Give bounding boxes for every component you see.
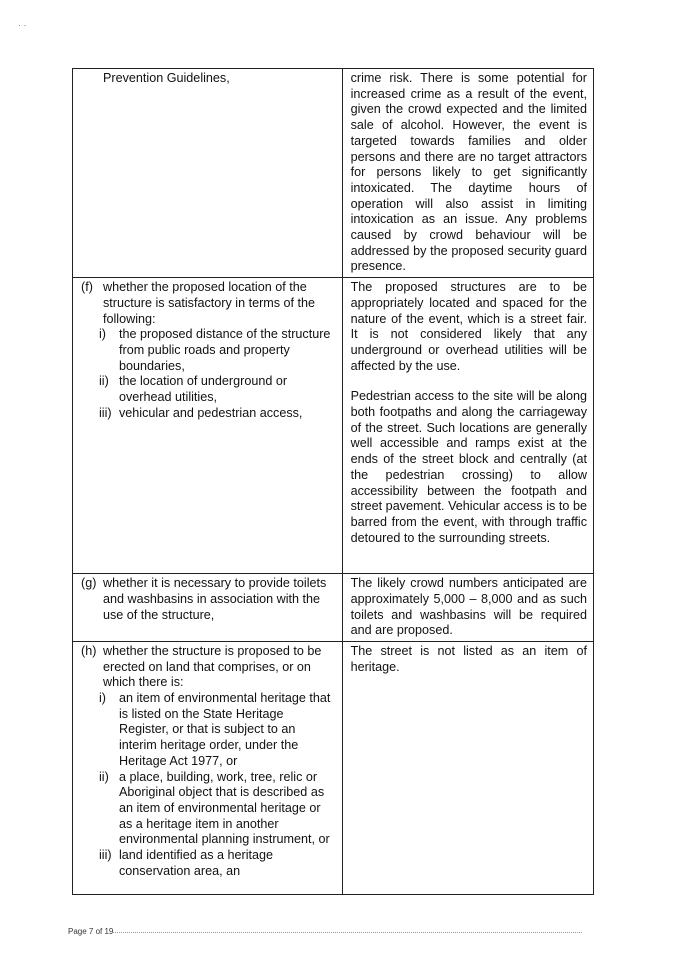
criterion-label: (h) bbox=[81, 643, 97, 658]
footer-divider bbox=[112, 932, 582, 933]
criterion-continuation: Prevention Guidelines, bbox=[103, 71, 230, 85]
response-paragraph: The proposed structures are to be appropriately located and spaced for the nature of the event, which is a street fair. It is not considered likely that any underground or overhead utilities will be affected by the use. bbox=[350, 280, 587, 373]
table-row bbox=[73, 574, 594, 642]
table-row bbox=[73, 69, 594, 278]
response-paragraph: The likely crowd numbers anticipated are approximately 5,000 – 8,000 and as such toilets and washbasins will be required and are proposed. bbox=[350, 576, 587, 638]
sub-item-number: ii) bbox=[99, 769, 109, 784]
response-cell bbox=[342, 69, 593, 278]
sub-item-text: vehicular and pedestrian access, bbox=[119, 405, 303, 420]
table-row bbox=[73, 278, 594, 574]
criteria-table bbox=[72, 68, 594, 895]
sub-item-number: iii) bbox=[99, 405, 112, 420]
table-row bbox=[73, 641, 594, 894]
criterion-label: (g) bbox=[81, 576, 97, 591]
criterion-intro: whether the structure is proposed to be erected on land that comprises, or on which there is: bbox=[103, 643, 322, 690]
sub-item-text: land identified as a heritage conservation area, an bbox=[119, 848, 274, 878]
sub-item-text: a place, building, work, tree, relic or Aboriginal object that is described as an item of environmental heritage or as a heritage item in another environmental planning instrument, or bbox=[119, 769, 330, 847]
response-cell bbox=[342, 574, 593, 642]
sub-item-text: an item of environmental heritage that is listed on the State Heritage Register, or that is subject to an interim heritage order, under the Heritage Act 1977, or bbox=[119, 691, 331, 768]
page-number: Page 7 of 19 bbox=[68, 927, 114, 936]
sub-item-text: the location of underground or overhead utilities, bbox=[119, 374, 288, 405]
sub-item-text: the proposed distance of the structure from public roads and property boundaries, bbox=[119, 327, 331, 373]
sub-item-number: i) bbox=[99, 327, 106, 342]
response-paragraph: The street is not listed as an item of heritage. bbox=[350, 643, 587, 674]
sub-item-number: ii) bbox=[99, 374, 109, 389]
criterion-cell bbox=[73, 574, 343, 642]
corner-marks: · · bbox=[18, 20, 27, 30]
response-paragraph: crime risk. There is some potential for increased crime as a result of the event, given the crowd expected and the limited sale of alcohol. However, the event is targeted towards families and older persons and there are no target attractors for persons likely to get significantly intoxicated. The daytime hours of operation will also assist in limiting intoxication as an issue. Any problems caused by crowd behaviour will be addressed by the proposed security guard presence. bbox=[350, 71, 587, 274]
sub-item-number: iii) bbox=[99, 848, 112, 863]
response-cell bbox=[342, 278, 593, 574]
criterion-label: (f) bbox=[81, 280, 93, 295]
criterion-cell bbox=[73, 69, 343, 278]
response-cell bbox=[342, 641, 593, 894]
criterion-intro: whether it is necessary to provide toilets and washbasins in association with the use of the structure, bbox=[103, 576, 327, 622]
criterion-cell bbox=[73, 641, 343, 894]
criterion-cell bbox=[73, 278, 343, 574]
sub-item-number: i) bbox=[99, 691, 106, 706]
response-paragraph: Pedestrian access to the site will be along both footpaths and along the carriageway of the street. Such locations are generally well accessible and ramps exist at the ends of the street block and centrally (at the pedestrian crossing) to allow accessibility between the footpath and street pavement. Vehicular access is to be barred from the event, with through traffic detoured to the surrounding streets. bbox=[350, 389, 587, 545]
criterion-intro: whether the proposed location of the structure is satisfactory in terms of the following: bbox=[103, 280, 316, 326]
